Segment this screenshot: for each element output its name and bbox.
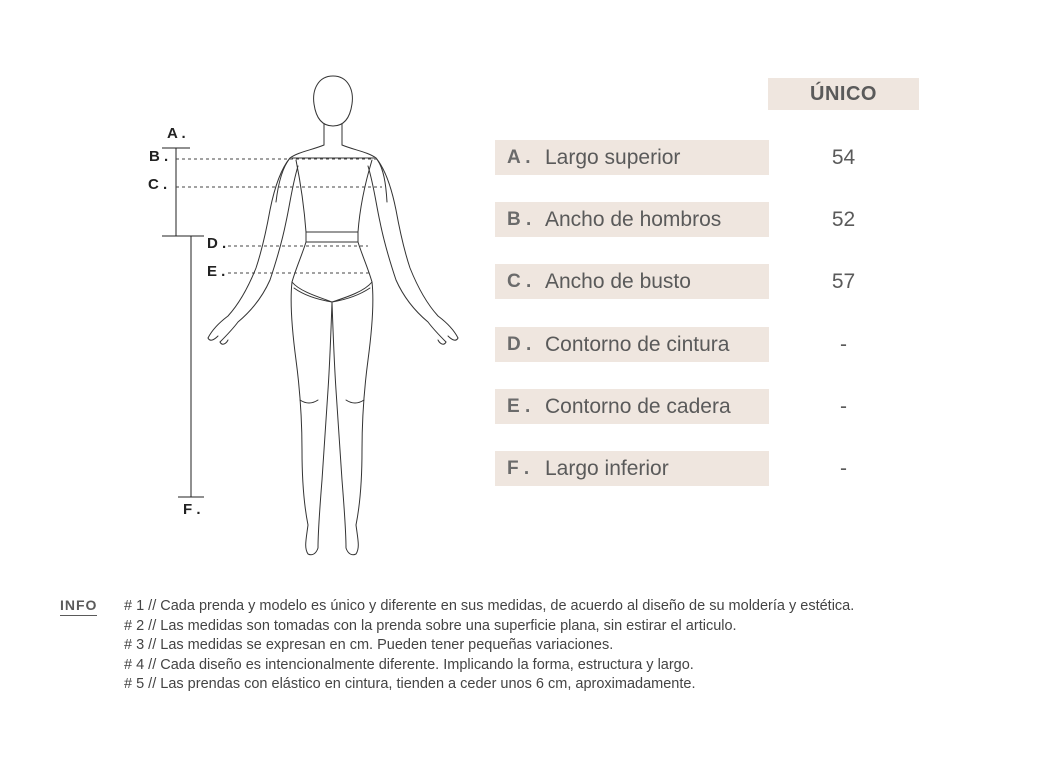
row-letter: D . xyxy=(507,333,532,355)
row-letter: E . xyxy=(507,395,531,417)
mannequin-leg-left xyxy=(291,282,332,555)
row-name: Contorno de cadera xyxy=(545,394,731,418)
measure-row-d xyxy=(495,327,769,362)
mannequin-diagram xyxy=(0,0,500,570)
measure-value-f: - xyxy=(840,456,847,480)
measure-value-e: - xyxy=(840,394,847,418)
info-note: # 3 // Las medidas se expresan en cm. Pueden tener pequeñas variaciones. xyxy=(124,637,614,653)
row-letter: C . xyxy=(507,270,532,292)
figure-label-a: A . xyxy=(167,125,186,142)
info-label: INFO xyxy=(60,597,97,616)
measure-value-c: 57 xyxy=(831,269,856,293)
mannequin-neck xyxy=(324,124,342,145)
info-note: # 2 // Las medidas son tomadas con la prenda sobre una superficie plana, sin estirar el articulo. xyxy=(124,617,737,634)
mannequin-svg xyxy=(0,0,500,570)
measure-value-a: 54 xyxy=(831,145,856,169)
mannequin-hips xyxy=(292,242,372,282)
row-name: Ancho de busto xyxy=(545,269,691,293)
figure-label-c: C . xyxy=(148,176,168,193)
info-note: # 5 // Las prendas con elástico en cintura, tienden a ceder unos 6 cm, aproximadamente. xyxy=(124,676,696,692)
size-column-header: ÚNICO xyxy=(768,78,919,110)
mannequin-top xyxy=(292,158,374,232)
measure-row-a xyxy=(495,140,769,175)
figure-label-b: B . xyxy=(149,148,169,165)
info-note: # 1 // Cada prenda y modelo es único y diferente en sus medidas, de acuerdo al diseño de su moldería y estética. xyxy=(124,598,855,614)
measure-value-b: 52 xyxy=(831,207,856,231)
mannequin-brief xyxy=(292,282,372,302)
row-letter: B . xyxy=(507,208,532,230)
mannequin-head xyxy=(314,76,353,126)
measure-value-d: - xyxy=(840,332,847,356)
row-letter: A . xyxy=(507,146,531,168)
measure-row-c xyxy=(495,264,769,299)
mannequin-arm-right xyxy=(368,158,458,342)
info-notes xyxy=(124,597,1044,695)
measure-row-f xyxy=(495,451,769,486)
measure-row-e xyxy=(495,389,769,424)
row-name: Ancho de hombros xyxy=(545,207,722,231)
figure-label-e: E . xyxy=(207,263,226,280)
figure-label-f: F . xyxy=(183,501,201,518)
mannequin-leg-right xyxy=(332,282,373,555)
row-name: Largo inferior xyxy=(545,456,669,480)
row-letter: F . xyxy=(507,457,530,479)
measure-row-b xyxy=(495,202,769,237)
row-name: Largo superior xyxy=(545,145,681,169)
figure-label-d: D . xyxy=(207,235,227,252)
row-name: Contorno de cintura xyxy=(545,332,730,356)
info-note: # 4 // Cada diseño es intencionalmente diferente. Implicando la forma, estructura y largo. xyxy=(124,656,694,673)
